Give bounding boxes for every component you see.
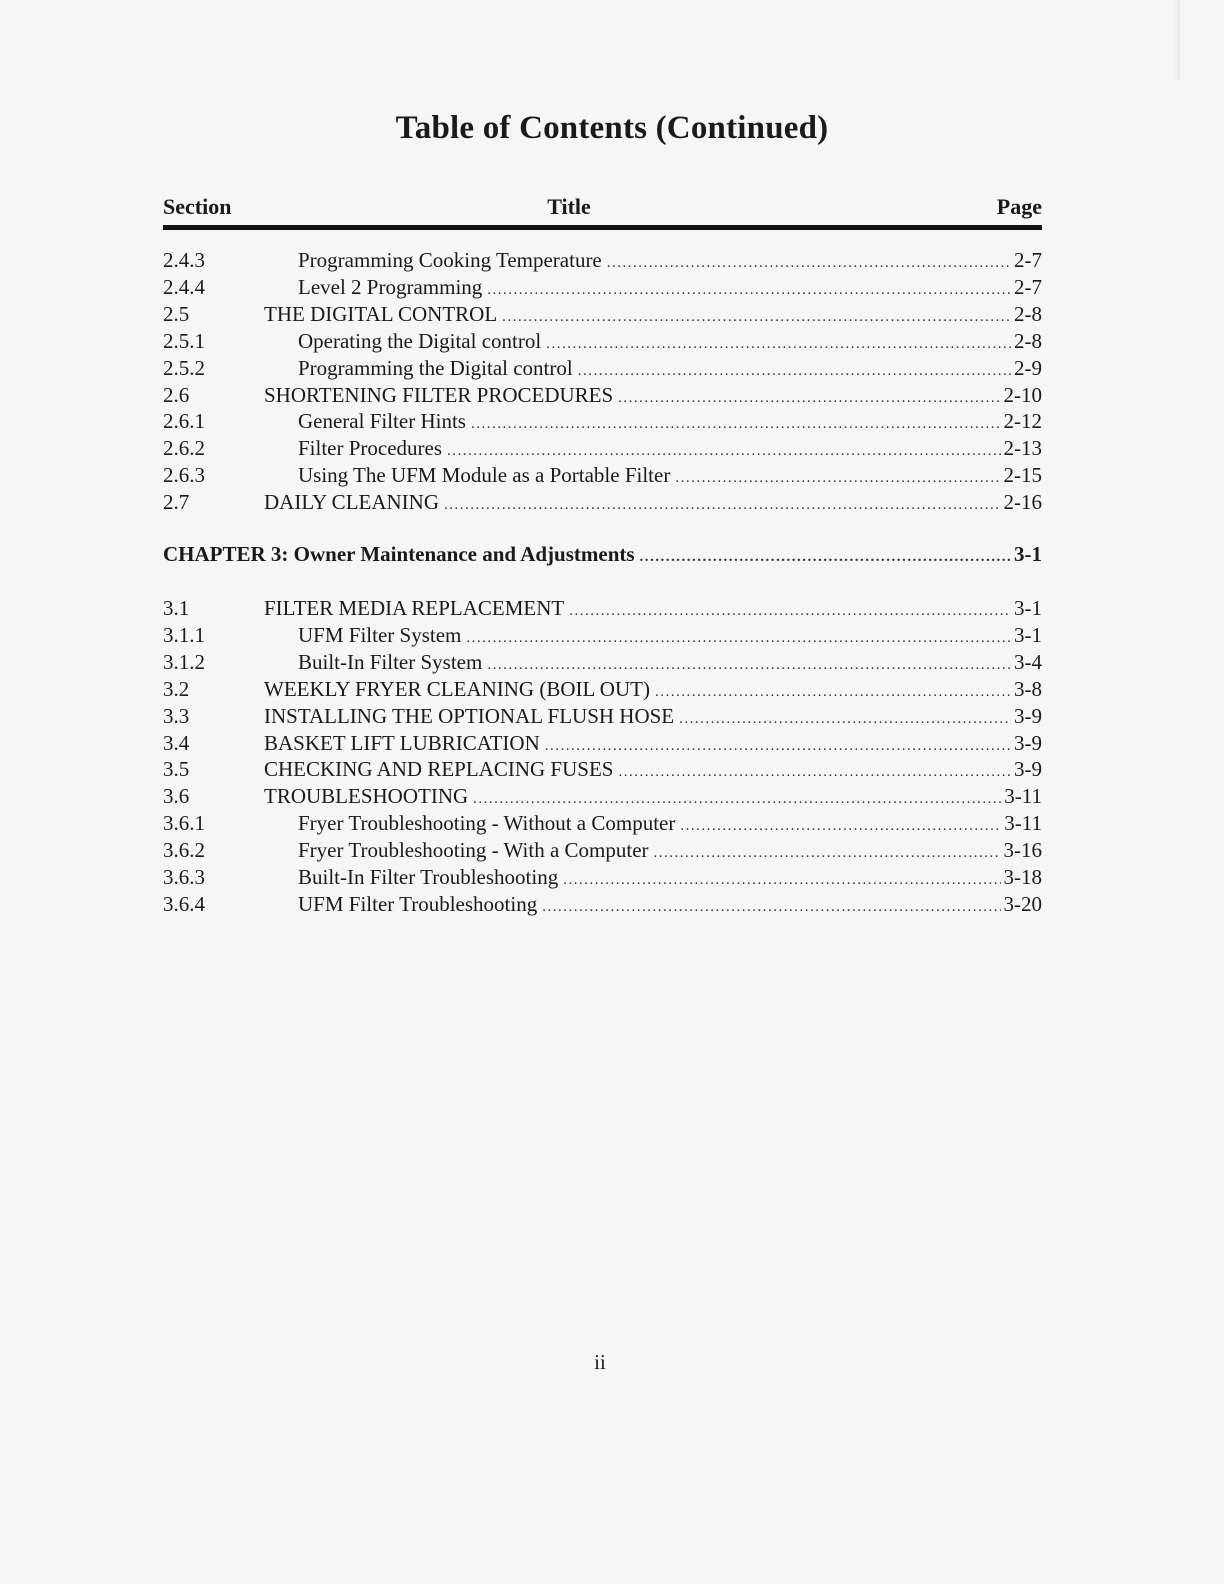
entry-page: 2-15 — [1003, 463, 1042, 488]
entry-title: CHECKING AND REPLACING FUSES — [264, 757, 614, 782]
entry-line — [298, 328, 1042, 358]
entry-line — [298, 435, 1042, 465]
section-number: 3.1.1 — [163, 622, 205, 647]
dot-leader — [444, 492, 1000, 519]
entry-title: DAILY CLEANING — [264, 490, 440, 515]
entry-line — [264, 756, 1042, 786]
section-number: 3.6.1 — [163, 811, 205, 836]
toc-entry[interactable] — [163, 864, 1042, 891]
toc-entry[interactable] — [163, 783, 1042, 810]
toc-entry[interactable] — [163, 435, 1042, 462]
chapter-page: 3-1 — [1014, 542, 1042, 566]
entry-line — [264, 676, 1042, 706]
entry-line — [298, 355, 1042, 385]
entry-line — [298, 462, 1042, 492]
entry-title: Fryer Troubleshooting - With a Computer — [298, 838, 649, 863]
entry-line — [264, 301, 1042, 331]
entry-page: 3-1 — [1014, 622, 1042, 647]
entry-line — [264, 730, 1042, 760]
entry-line — [298, 622, 1042, 652]
toc-entry[interactable] — [163, 274, 1042, 301]
toc-entry[interactable] — [163, 462, 1042, 489]
header-rule — [163, 225, 1042, 230]
entry-title: Using The UFM Module as a Portable Filter — [298, 463, 671, 488]
entry-page: 3-1 — [1014, 596, 1042, 620]
section-number: 2.6.3 — [163, 463, 205, 488]
toc-entry[interactable] — [163, 355, 1042, 382]
section-number: 3.6.2 — [163, 838, 205, 863]
entry-title: SHORTENING FILTER PROCEDURES — [264, 382, 614, 407]
entry-page: 3-8 — [1014, 676, 1042, 701]
entry-page: 3-4 — [1014, 649, 1042, 674]
entry-page: 3-9 — [1014, 703, 1042, 728]
entry-line — [264, 489, 1042, 519]
entry-page: 2-13 — [1003, 436, 1042, 461]
entry-line — [298, 274, 1042, 304]
entry-line — [264, 382, 1042, 412]
toc-entry[interactable] — [163, 408, 1042, 435]
entry-title: Built-In Filter Troubleshooting — [298, 865, 559, 889]
section-number: 3.2 — [163, 676, 190, 701]
toc-entry[interactable] — [163, 489, 1042, 516]
toc-entry[interactable] — [163, 382, 1042, 409]
entry-page: 3-18 — [1003, 865, 1042, 889]
entry-line — [298, 408, 1042, 438]
entry-line — [264, 783, 1042, 813]
entry-title: Operating the Digital control — [298, 328, 542, 353]
entry-title: INSTALLING THE OPTIONAL FLUSH HOSE — [264, 703, 675, 728]
entry-line — [298, 837, 1042, 867]
section-number: 2.6 — [163, 382, 190, 407]
section-number: 2.6.1 — [163, 409, 205, 434]
entry-line — [298, 247, 1042, 277]
entry-title: General Filter Hints — [298, 409, 466, 434]
entry-title: Programming Cooking Temperature — [298, 248, 602, 272]
section-number: 2.4.3 — [163, 248, 205, 272]
section-number: 3.1.2 — [163, 649, 205, 674]
toc-entry[interactable] — [163, 837, 1042, 864]
toc-entry[interactable] — [163, 756, 1042, 783]
toc-entry[interactable] — [163, 730, 1042, 757]
toc-entry[interactable] — [163, 891, 1042, 918]
entry-page: 2-8 — [1014, 328, 1042, 353]
section-number: 3.5 — [163, 757, 190, 782]
entry-page: 2-7 — [1014, 274, 1042, 299]
entry-page: 2-10 — [1003, 382, 1042, 407]
section-number: 2.5 — [163, 301, 190, 326]
section-number: 3.6.3 — [163, 865, 205, 889]
footer-page-number: ii — [594, 1350, 606, 1374]
section-number: 2.5.2 — [163, 355, 205, 380]
section-number: 3.3 — [163, 703, 190, 728]
toc-entry[interactable] — [163, 676, 1042, 703]
page-column-header: Page — [996, 194, 1042, 219]
chapter-3-heading[interactable] — [163, 541, 1042, 571]
toc-entry[interactable] — [163, 622, 1042, 649]
toc-entry[interactable] — [163, 301, 1042, 328]
toc-entry[interactable] — [163, 595, 1042, 622]
toc-entry[interactable] — [163, 810, 1042, 837]
entry-line — [298, 649, 1042, 679]
entry-line — [298, 810, 1042, 840]
entry-line — [298, 864, 1042, 894]
section-number: 2.7 — [163, 490, 190, 515]
section-column-header: Section — [163, 194, 232, 219]
section-number: 2.5.1 — [163, 328, 205, 353]
page-edge-shadow — [1174, 0, 1180, 80]
entry-line — [264, 703, 1042, 733]
page-title: Table of Contents (Continued) — [395, 110, 829, 146]
entry-line — [264, 595, 1042, 625]
section-number: 3.1 — [163, 596, 190, 620]
entry-page: 3-9 — [1014, 757, 1042, 782]
entry-page: 2-8 — [1014, 301, 1042, 326]
toc-entry[interactable] — [163, 649, 1042, 676]
entry-title: THE DIGITAL CONTROL — [264, 301, 498, 326]
section-number: 2.4.4 — [163, 274, 205, 299]
dot-leader — [640, 544, 1011, 571]
chapter-title: CHAPTER 3: Owner Maintenance and Adjustments — [163, 542, 635, 566]
entry-title: Filter Procedures — [298, 436, 443, 461]
entry-page: 2-7 — [1014, 248, 1042, 272]
section-number: 3.6.4 — [163, 891, 205, 916]
entry-page: 3-20 — [1003, 891, 1042, 916]
section-number: 3.4 — [163, 730, 190, 755]
entry-title: UFM Filter System — [298, 622, 462, 647]
entry-title: Fryer Troubleshooting - Without a Computer — [298, 811, 676, 836]
entry-title: Programming the Digital control — [298, 355, 573, 380]
section-number: 2.6.2 — [163, 436, 205, 461]
toc-entry[interactable] — [163, 328, 1042, 355]
entry-page: 3-11 — [1004, 811, 1042, 836]
entry-title: WEEKLY FRYER CLEANING (BOIL OUT) — [264, 676, 650, 701]
dot-leader — [542, 894, 1000, 921]
entry-page: 3-16 — [1003, 838, 1042, 863]
entry-page: 3-11 — [1004, 784, 1042, 809]
entry-page: 2-9 — [1014, 355, 1042, 380]
section-number: 3.6 — [163, 784, 190, 809]
title-column-header: Title — [547, 194, 591, 219]
entry-page: 2-16 — [1003, 490, 1042, 515]
entry-title: UFM Filter Troubleshooting — [298, 891, 538, 916]
toc-entry[interactable] — [163, 247, 1042, 274]
entry-title: TROUBLESHOOTING — [264, 784, 469, 809]
toc-entry[interactable] — [163, 703, 1042, 730]
entry-title: Level 2 Programming — [298, 274, 483, 299]
entry-title: BASKET LIFT LUBRICATION — [264, 730, 540, 755]
entry-page: 2-12 — [1003, 409, 1042, 434]
entry-title: Built-In Filter System — [298, 649, 483, 674]
entry-page: 3-9 — [1014, 730, 1042, 755]
entry-line — [298, 891, 1042, 921]
entry-title: FILTER MEDIA REPLACEMENT — [264, 596, 565, 620]
